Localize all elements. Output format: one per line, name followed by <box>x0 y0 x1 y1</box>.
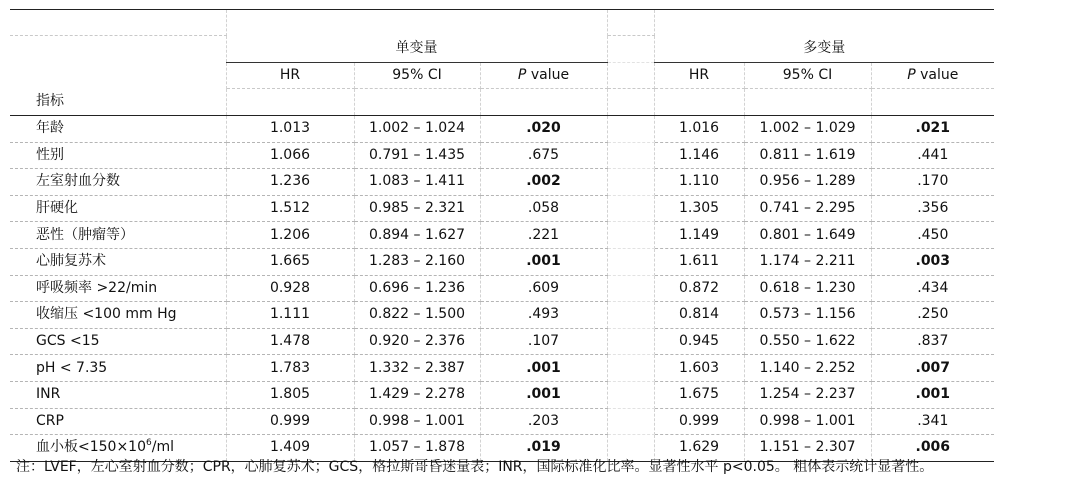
ci-multivariate: 1.002 – 1.029 <box>744 116 871 143</box>
ci-multivariate: 0.573 – 1.156 <box>744 302 871 329</box>
indicator-text: 肝硬化 <box>36 200 78 217</box>
p-value-univariate: .001 <box>480 381 607 408</box>
p-value-univariate: .002 <box>480 169 607 196</box>
header-column-row <box>10 63 994 89</box>
table-row <box>10 222 994 249</box>
table-row <box>10 408 994 435</box>
hr-multivariate: 0.872 <box>654 275 744 302</box>
indicator-text: 收缩压 <100 mm Hg <box>36 306 177 323</box>
ci-multivariate: 0.801 – 1.649 <box>744 222 871 249</box>
p-value-univariate: .020 <box>480 116 607 143</box>
ci-univariate: 0.998 – 1.001 <box>354 408 480 435</box>
ci-multivariate: 0.956 – 1.289 <box>744 169 871 196</box>
hr-multivariate: 1.149 <box>654 222 744 249</box>
hr-multivariate: 1.675 <box>654 381 744 408</box>
row-indicator <box>10 142 226 169</box>
ci-multivariate: 0.741 – 2.295 <box>744 195 871 222</box>
ci-multivariate: 0.811 – 1.619 <box>744 142 871 169</box>
ci-univariate: 1.332 – 2.387 <box>354 355 480 382</box>
table-row <box>10 116 994 143</box>
hr-header-multivariate: HR <box>654 63 744 89</box>
hazard-ratio-table <box>10 9 994 462</box>
indicator-superscript: 6 <box>146 438 152 449</box>
p-value-univariate: .493 <box>480 302 607 329</box>
ci-univariate: 0.894 – 1.627 <box>354 222 480 249</box>
ci-multivariate: 1.140 – 2.252 <box>744 355 871 382</box>
indicator-text: 心肺复苏术 <box>36 253 106 270</box>
indicator-text: GCS <15 <box>36 333 100 350</box>
row-indicator <box>10 381 226 408</box>
hr-univariate: 1.783 <box>226 355 354 382</box>
hr-univariate: 1.512 <box>226 195 354 222</box>
row-indicator <box>10 169 226 196</box>
ci-multivariate: 0.550 – 1.622 <box>744 328 871 355</box>
p-value-word: value <box>526 67 570 83</box>
ci-multivariate: 1.254 – 2.237 <box>744 381 871 408</box>
p-value-multivariate: .003 <box>871 248 994 275</box>
results-table-container <box>10 9 994 462</box>
ci-univariate: 0.791 – 1.435 <box>354 142 480 169</box>
table-row <box>10 328 994 355</box>
column-gap <box>607 169 654 196</box>
p-value-univariate: .221 <box>480 222 607 249</box>
hr-univariate: 1.066 <box>226 142 354 169</box>
p-value-univariate: .107 <box>480 328 607 355</box>
row-indicator <box>10 355 226 382</box>
indicator-text: 年龄 <box>36 120 64 137</box>
table-row <box>10 195 994 222</box>
p-value-multivariate: .837 <box>871 328 994 355</box>
ci-multivariate: 0.998 – 1.001 <box>744 408 871 435</box>
column-gap <box>607 275 654 302</box>
ci-univariate: 0.822 – 1.500 <box>354 302 480 329</box>
indicator-text: 性别 <box>36 146 64 163</box>
hr-univariate: 1.665 <box>226 248 354 275</box>
hr-multivariate: 0.814 <box>654 302 744 329</box>
hr-univariate: 1.206 <box>226 222 354 249</box>
hr-multivariate: 1.016 <box>654 116 744 143</box>
hr-univariate: 1.478 <box>226 328 354 355</box>
hr-univariate: 0.928 <box>226 275 354 302</box>
p-value-multivariate: .250 <box>871 302 994 329</box>
column-gap <box>607 408 654 435</box>
indicator-text: INR <box>36 386 61 403</box>
table-row <box>10 302 994 329</box>
ci-multivariate: 1.151 – 2.307 <box>744 435 871 462</box>
table-row <box>10 355 994 382</box>
column-gap <box>607 142 654 169</box>
ci-univariate: 0.920 – 2.376 <box>354 328 480 355</box>
column-gap <box>607 328 654 355</box>
hr-multivariate: 1.146 <box>654 142 744 169</box>
indicator-text: CRP <box>36 412 64 429</box>
p-value-word: value <box>915 67 959 83</box>
ci-univariate: 0.696 – 1.236 <box>354 275 480 302</box>
p-value-univariate: .019 <box>480 435 607 462</box>
table-row <box>10 169 994 196</box>
row-indicator <box>10 248 226 275</box>
column-gap <box>607 355 654 382</box>
indicator-text: 左室射血分数 <box>36 173 120 190</box>
p-value-univariate: .675 <box>480 142 607 169</box>
hr-multivariate: 0.999 <box>654 408 744 435</box>
p-header-multivariate <box>871 63 994 89</box>
hr-univariate: 1.409 <box>226 435 354 462</box>
indicator-unit: /ml <box>151 439 174 456</box>
column-gap <box>607 222 654 249</box>
column-gap <box>607 302 654 329</box>
footnote: 注：LVEF，左心室射血分数；CPR，心肺复苏术；GCS，格拉斯哥昏迷量表；INR，国际标准化比率。显著性水平 p<0.05。 粗体表示统计显著性。 <box>16 459 934 475</box>
hr-multivariate: 1.603 <box>654 355 744 382</box>
p-value-multivariate: .021 <box>871 116 994 143</box>
hr-multivariate: 1.629 <box>654 435 744 462</box>
indicator-text: 呼吸频率 >22/min <box>36 279 158 296</box>
p-italic: P <box>907 67 916 83</box>
row-indicator <box>10 195 226 222</box>
index-header: 指标 <box>10 89 226 116</box>
p-italic: P <box>517 67 527 83</box>
row-indicator <box>10 328 226 355</box>
column-gap <box>607 381 654 408</box>
table-row <box>10 381 994 408</box>
ci-univariate: 1.429 – 2.278 <box>354 381 480 408</box>
ci-header-univariate: 95% CI <box>354 63 480 89</box>
table-row <box>10 248 994 275</box>
ci-univariate: 1.283 – 2.160 <box>354 248 480 275</box>
p-value-multivariate: .006 <box>871 435 994 462</box>
ci-univariate: 1.083 – 1.411 <box>354 169 480 196</box>
row-indicator <box>10 275 226 302</box>
ci-multivariate: 1.174 – 2.211 <box>744 248 871 275</box>
hr-univariate: 0.999 <box>226 408 354 435</box>
p-value-multivariate: .170 <box>871 169 994 196</box>
p-value-univariate: .001 <box>480 248 607 275</box>
p-value-univariate: .203 <box>480 408 607 435</box>
hr-multivariate: 1.110 <box>654 169 744 196</box>
ci-univariate: 1.057 – 1.878 <box>354 435 480 462</box>
p-value-univariate: .609 <box>480 275 607 302</box>
p-value-univariate: .001 <box>480 355 607 382</box>
hr-univariate: 1.236 <box>226 169 354 196</box>
p-header-univariate <box>480 63 607 89</box>
p-value-multivariate: .450 <box>871 222 994 249</box>
indicator-text: 血小板<150×10 <box>36 439 146 456</box>
header-spacer-row <box>10 10 994 36</box>
p-value-multivariate: .356 <box>871 195 994 222</box>
p-value-univariate: .058 <box>480 195 607 222</box>
hr-univariate: 1.805 <box>226 381 354 408</box>
hr-multivariate: 0.945 <box>654 328 744 355</box>
p-value-multivariate: .434 <box>871 275 994 302</box>
ci-univariate: 1.002 – 1.024 <box>354 116 480 143</box>
row-indicator <box>10 408 226 435</box>
header-group-row <box>10 36 994 63</box>
hr-univariate: 1.111 <box>226 302 354 329</box>
p-value-multivariate: .001 <box>871 381 994 408</box>
row-indicator <box>10 302 226 329</box>
multivariate-header: 多变量 <box>654 36 994 63</box>
header-index-row <box>10 89 994 116</box>
row-indicator <box>10 116 226 143</box>
row-indicator <box>10 222 226 249</box>
indicator-text: 恶性（肿瘤等） <box>36 226 134 243</box>
column-gap <box>607 195 654 222</box>
column-gap <box>607 116 654 143</box>
table-row <box>10 142 994 169</box>
ci-header-multivariate: 95% CI <box>744 63 871 89</box>
column-gap <box>607 248 654 275</box>
ci-univariate: 0.985 – 2.321 <box>354 195 480 222</box>
hr-header-univariate: HR <box>226 63 354 89</box>
hr-multivariate: 1.305 <box>654 195 744 222</box>
indicator-text: pH < 7.35 <box>36 359 108 376</box>
univariate-header: 单变量 <box>226 36 607 63</box>
hr-multivariate: 1.611 <box>654 248 744 275</box>
ci-multivariate: 0.618 – 1.230 <box>744 275 871 302</box>
p-value-multivariate: .007 <box>871 355 994 382</box>
p-value-multivariate: .441 <box>871 142 994 169</box>
hr-univariate: 1.013 <box>226 116 354 143</box>
p-value-multivariate: .341 <box>871 408 994 435</box>
table-row <box>10 275 994 302</box>
